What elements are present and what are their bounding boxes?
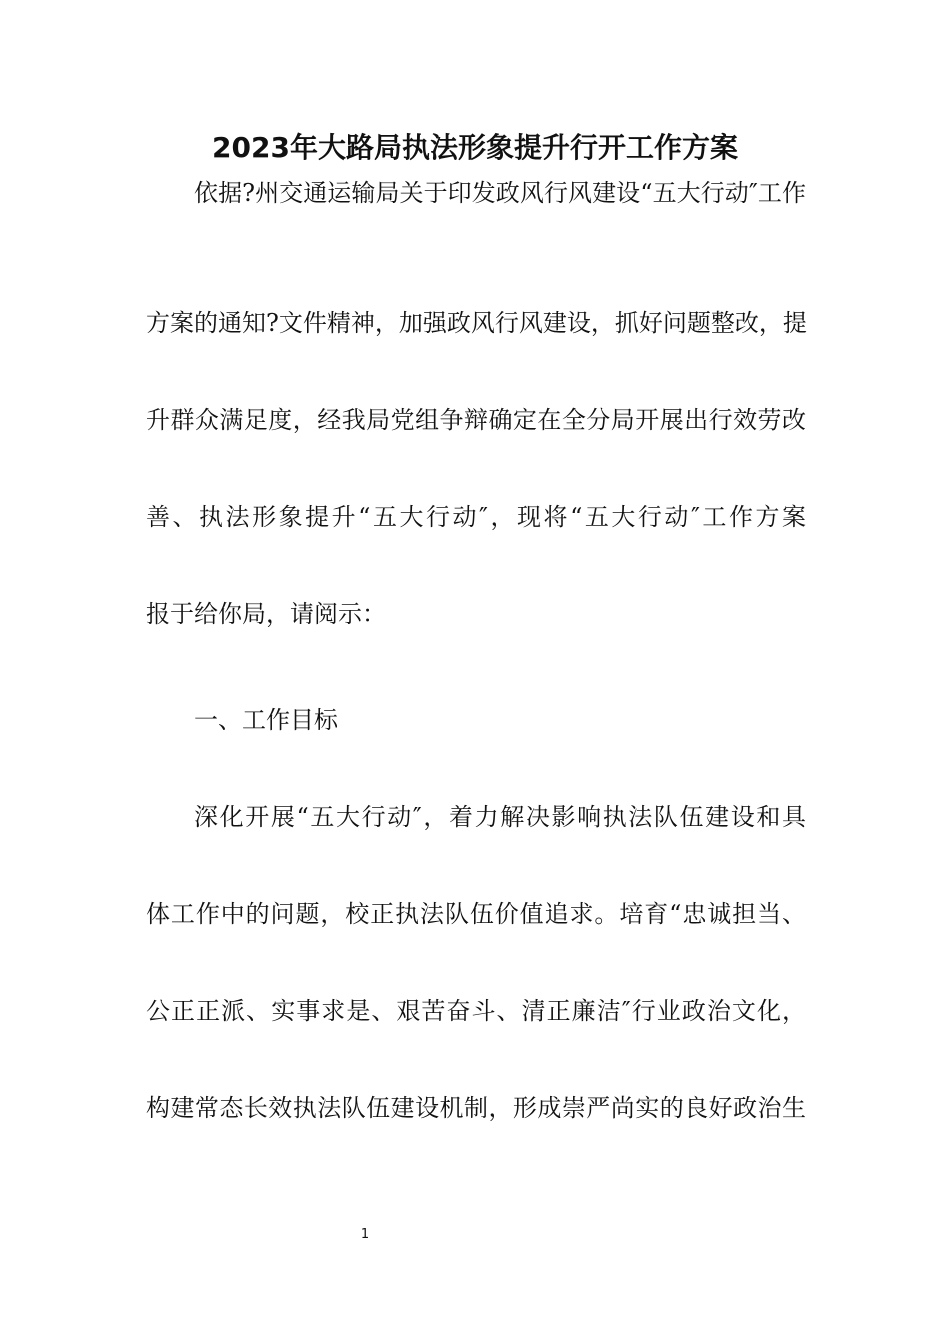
section-heading: 一、工作目标: [194, 706, 338, 734]
paragraph-line: 善、执法形象提升“五大行动″，现将“五大行动″工作方案: [146, 503, 806, 531]
paragraph-line: 体工作中的问题，校正执法队伍价值追求。培育“忠诚担当、: [146, 900, 806, 928]
paragraph-line: 方案的通知?文件精神，加强政风行风建设，抓好问题整改，提: [146, 309, 807, 337]
paragraph-line: 升群众满足度，经我局党组争辩确定在全分局开展出行效劳改: [146, 406, 806, 434]
document-title: 2023年大路局执法形象提升行开工作方案: [212, 131, 738, 164]
paragraph-line: 深化开展“五大行动″，着力解决影响执法队伍建设和具: [194, 803, 806, 831]
paragraph-line: 构建常态长效执法队伍建设机制，形成崇严尚实的良好政治生: [146, 1094, 806, 1122]
paragraph-line: 公正正派、实事求是、艰苦奋斗、清正廉洁″行业政治文化，: [146, 997, 806, 1025]
paragraph-line: 依据?州交通运输局关于印发政风行风建设“五大行动″工作: [194, 179, 806, 207]
page-number: 1: [360, 1227, 370, 1242]
paragraph-line: 报于给你局，请阅示：: [146, 600, 386, 628]
